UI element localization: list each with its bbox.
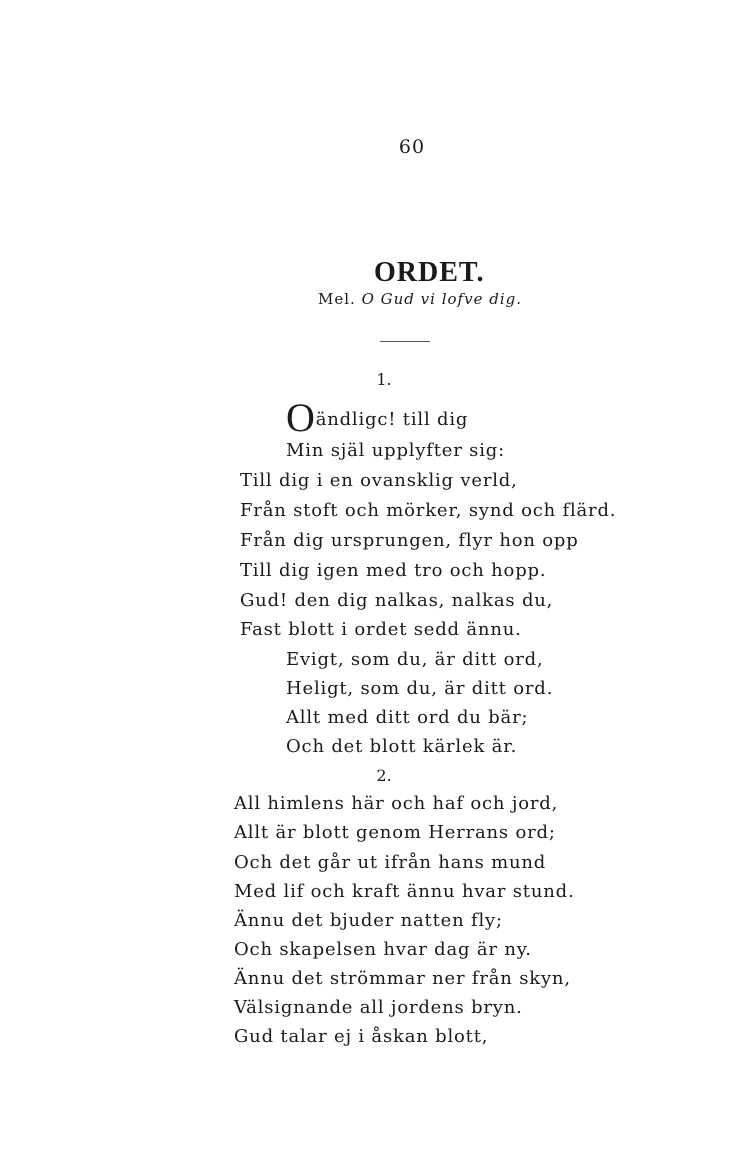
stanza-1-line-12: Och det blott kärlek är. (286, 736, 518, 757)
stanza-1-line-3: Till dig i en ovansklig verld, (240, 470, 518, 491)
stanza-1-line-2: Min själ upplyfter sig: (286, 440, 505, 461)
stanza-2-line-6: Och skapelsen hvar dag är ny. (234, 939, 532, 960)
stanza-2-line-1: All himlens här och haf och jord, (234, 793, 559, 814)
stanza-1-line-4: Från stoft och mörker, synd och flärd. (240, 500, 617, 521)
stanza-2-line-7: Ännu det strömmar ner från skyn, (234, 968, 571, 989)
first-line-text: ändligc! till dig (315, 409, 469, 430)
stanza-1-line-1 (286, 395, 469, 440)
stanza-1-line-9: Evigt, som du, är ditt ord, (286, 649, 544, 670)
stanza-1-line-7: Gud! den dig nalkas, nalkas du, (240, 590, 554, 611)
stanza-1-line-6: Till dig igen med tro och hopp. (240, 560, 547, 581)
stanza-1-line-11: Allt med ditt ord du bär; (286, 707, 529, 728)
stanza-1-number: 1. (376, 370, 392, 389)
poem-title: ORDET. (374, 257, 485, 288)
stanza-2-line-5: Ännu det bjuder natten fly; (234, 910, 503, 931)
melody-prefix: Mel. (318, 290, 356, 308)
page-number: 60 (398, 136, 426, 158)
melody-line (318, 290, 522, 308)
stanza-2-line-9: Gud talar ej i åskan blott, (234, 1026, 489, 1047)
stanza-2-line-8: Välsignande all jordens bryn. (234, 997, 523, 1018)
stanza-2-line-3: Och det går ut ifrån hans mund (234, 852, 547, 873)
stanza-2-line-2: Allt är blott genom Herrans ord; (234, 822, 556, 843)
stanza-2-number: 2. (376, 766, 392, 785)
drop-cap: O (286, 395, 316, 440)
melody-name: O Gud vi lofve dig. (361, 290, 522, 308)
stanza-1-line-5: Från dig ursprungen, flyr hon opp (240, 530, 579, 551)
divider-rule (380, 341, 430, 342)
stanza-1-line-10: Heligt, som du, är ditt ord. (286, 678, 554, 699)
stanza-1-line-8: Fast blott i ordet sedd ännu. (240, 619, 522, 640)
stanza-2-line-4: Med lif och kraft ännu hvar stund. (234, 881, 575, 902)
